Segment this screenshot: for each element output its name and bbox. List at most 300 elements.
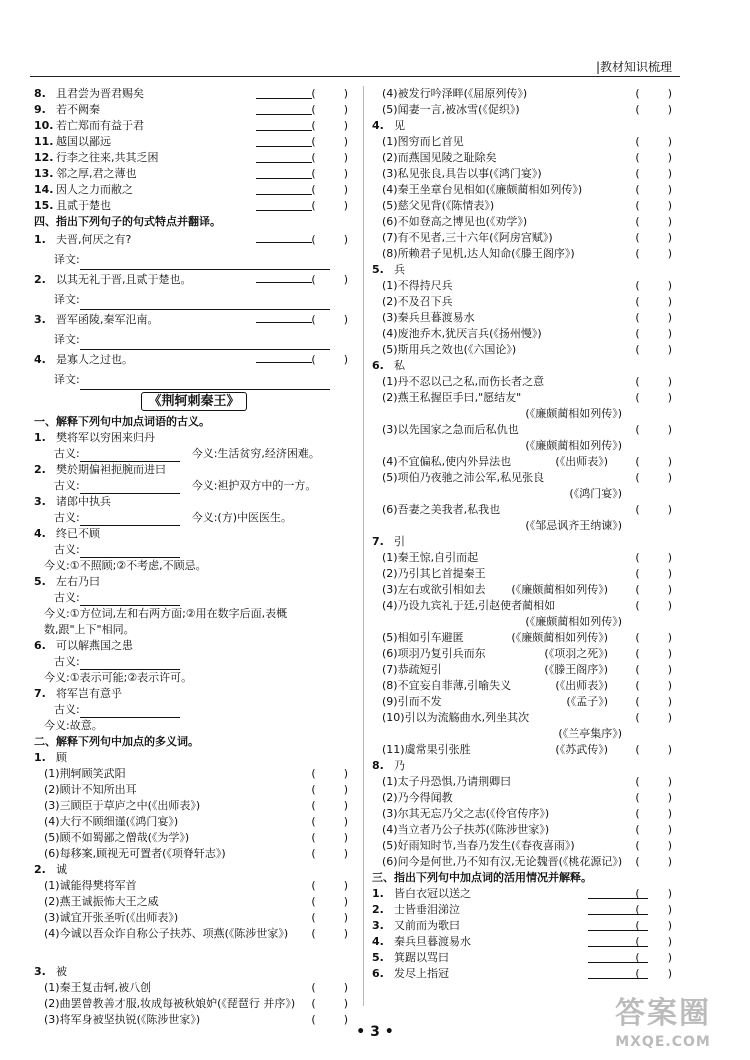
answer-parentheses[interactable]: ( ) bbox=[635, 151, 674, 164]
item-number: 9. bbox=[34, 103, 46, 116]
item-text: 因人之力而敝之 bbox=[56, 183, 133, 196]
modern-meaning: 今义:①表示可能;②表示许可。 bbox=[44, 671, 193, 684]
header-rule bbox=[30, 76, 680, 77]
item-text: 且君尝为晋君赐矣 bbox=[56, 87, 144, 100]
word-nai-items bbox=[372, 774, 678, 870]
sub-item-text: (5)斯用兵之效也(《六国论》) bbox=[382, 343, 517, 356]
sub-item bbox=[372, 342, 678, 358]
answer-parentheses[interactable]: ( ) bbox=[311, 199, 350, 212]
list-item bbox=[34, 350, 354, 370]
answer-parentheses[interactable]: ( ) bbox=[311, 151, 350, 164]
item-number: 3. bbox=[372, 919, 384, 932]
list-item bbox=[372, 934, 678, 950]
sub-item-text: (5)相如引车避匿 bbox=[382, 631, 464, 644]
ancient-label: 古义: bbox=[54, 511, 80, 524]
list-item bbox=[34, 462, 354, 478]
sub-item-text: (9)引而不发 bbox=[382, 695, 442, 708]
translation-line bbox=[34, 250, 354, 270]
answer-parentheses[interactable]: ( ) bbox=[635, 199, 674, 212]
list-item bbox=[372, 902, 678, 918]
source: (《廉颇蔺相如列传》) bbox=[525, 407, 622, 420]
word-bei-items bbox=[34, 980, 354, 1028]
item-text: 又前而为歌曰 bbox=[394, 919, 460, 932]
sub-item-text: (2)燕王私握臣手曰,"愿结友" bbox=[382, 391, 522, 404]
word-cheng-items bbox=[34, 878, 354, 942]
word-jian-items bbox=[372, 134, 678, 262]
word-gu-items bbox=[34, 766, 354, 862]
answer-underline[interactable] bbox=[80, 297, 330, 310]
answer-underline[interactable] bbox=[80, 377, 330, 390]
list-item bbox=[34, 526, 354, 542]
item-text: 可以解燕国之患 bbox=[56, 639, 133, 652]
source: (《出师表》) bbox=[555, 455, 608, 468]
modern-line bbox=[34, 670, 354, 686]
answer-parentheses[interactable]: ( ) bbox=[635, 599, 674, 612]
answer-parentheses[interactable]: ( ) bbox=[635, 679, 674, 692]
answer-parentheses[interactable]: ( ) bbox=[635, 503, 674, 516]
answer-parentheses[interactable]: ( ) bbox=[635, 327, 674, 340]
answer-parentheses[interactable]: ( ) bbox=[635, 839, 674, 852]
item-text: 且贰于楚也 bbox=[56, 199, 111, 212]
answer-underline[interactable] bbox=[80, 545, 180, 558]
answer-parentheses[interactable]: ( ) bbox=[635, 887, 674, 900]
answer-underline[interactable] bbox=[80, 593, 180, 606]
item-text: 皆白衣冠以送之 bbox=[394, 887, 471, 900]
sub-item bbox=[372, 678, 678, 694]
item-text: 左右乃曰 bbox=[56, 575, 100, 588]
sub-item-text: (6)问今是何世,乃不知有汉,无论魏晋(《桃花源记》) bbox=[382, 855, 623, 868]
answer-parentheses[interactable]: ( ) bbox=[635, 279, 674, 292]
answer-underline[interactable] bbox=[80, 513, 180, 526]
translation-label: 译文: bbox=[54, 293, 80, 306]
source-line bbox=[372, 518, 678, 534]
sub-item bbox=[372, 134, 678, 150]
answer-blank[interactable] bbox=[256, 270, 312, 283]
source: (《苏武传》) bbox=[555, 743, 608, 756]
answer-parentheses[interactable]: ( ) bbox=[635, 935, 674, 948]
sub-item bbox=[34, 846, 354, 862]
answer-parentheses[interactable]: ( ) bbox=[635, 567, 674, 580]
source-line bbox=[372, 486, 678, 502]
source: (《出师表》) bbox=[555, 679, 608, 692]
answer-parentheses[interactable]: ( ) bbox=[311, 831, 350, 844]
sub-item-text: (1)诚能得樊将军首 bbox=[44, 879, 137, 892]
answer-parentheses[interactable]: ( ) bbox=[635, 135, 674, 148]
list-item bbox=[34, 182, 354, 198]
section-3-heading: 三、指出下列句中加点词的活用情况并解释。 bbox=[372, 871, 592, 884]
sub-item-text: (6)不如登高之博见也(《劝学》) bbox=[382, 215, 528, 228]
item-number: 6. bbox=[34, 639, 46, 652]
item-number: 6. bbox=[372, 967, 384, 980]
sub-item-text: (2)曲罢曾教善才服,妆成每被秋娘妒(《琵琶行 并序》) bbox=[44, 997, 296, 1010]
sub-item bbox=[372, 630, 678, 646]
sub-item bbox=[372, 710, 678, 726]
answer-parentheses[interactable]: ( ) bbox=[311, 183, 350, 196]
answer-parentheses[interactable]: ( ) bbox=[311, 815, 350, 828]
answer-parentheses[interactable]: ( ) bbox=[635, 967, 674, 980]
word-bei-heading: 3. 被 bbox=[34, 965, 67, 978]
sub-item-text: (4)当立者乃公子扶苏(《陈涉世家》) bbox=[382, 823, 550, 836]
modern-meaning: 今义:生活贫穷,经济困难。 bbox=[191, 447, 320, 460]
item-text: 以其无礼于晋,且贰于楚也。 bbox=[56, 273, 192, 286]
answer-underline[interactable] bbox=[80, 337, 330, 350]
gloss-line bbox=[34, 510, 354, 526]
source: (《兰亭集序》) bbox=[558, 727, 622, 740]
source: (《孟子》) bbox=[566, 695, 608, 708]
answer-parentheses[interactable]: ( ) bbox=[311, 981, 350, 994]
item-number: 1. bbox=[372, 887, 384, 900]
answer-parentheses[interactable]: ( ) bbox=[311, 847, 350, 860]
answer-parentheses[interactable]: ( ) bbox=[635, 663, 674, 676]
answer-parentheses[interactable]: ( ) bbox=[635, 375, 674, 388]
sub-item-text: (10)引以为流觞曲水,列坐其次 bbox=[382, 711, 530, 724]
word-si-items bbox=[372, 374, 678, 534]
answer-parentheses[interactable]: ( ) bbox=[635, 791, 674, 804]
gloss-line bbox=[34, 702, 354, 718]
sub-item bbox=[372, 246, 678, 262]
sub-item-text: (3)秦兵旦暮渡易水 bbox=[382, 311, 475, 324]
source-line bbox=[372, 726, 678, 742]
list-item bbox=[34, 230, 354, 250]
item-text: 发尽上指冠 bbox=[394, 967, 449, 980]
sub-item-text: (3)诚宜开张圣听(《出师表》) bbox=[44, 911, 179, 924]
sub-item bbox=[372, 774, 678, 790]
answer-parentheses[interactable]: ( ) bbox=[635, 215, 674, 228]
item-number: 3. bbox=[34, 313, 46, 326]
sub-item bbox=[372, 198, 678, 214]
sub-item bbox=[372, 150, 678, 166]
sub-item-text: (1)秦王复击轲,被八创 bbox=[44, 981, 152, 994]
sub-item bbox=[372, 502, 678, 518]
answer-parentheses[interactable]: ( ) bbox=[311, 233, 350, 246]
modern-meaning: 今义:①方位词,左和右两方面;②用在数字后面,表概 bbox=[44, 607, 288, 620]
word-yin-heading: 7. 引 bbox=[372, 535, 405, 548]
translation-label: 译文: bbox=[54, 253, 80, 266]
answer-blank[interactable] bbox=[256, 134, 312, 147]
item-text: 邻之厚,君之薄也 bbox=[56, 167, 137, 180]
sub-item bbox=[34, 830, 354, 846]
answer-parentheses[interactable]: ( ) bbox=[311, 911, 350, 924]
item-text: 是寡人之过也。 bbox=[56, 353, 133, 366]
ancient-label: 古义: bbox=[54, 447, 80, 460]
page-number: • 3 • bbox=[356, 1024, 394, 1040]
list-item bbox=[372, 886, 678, 902]
sub-item-text: (6)吾妻之美我者,私我也 bbox=[382, 503, 501, 516]
sub-item bbox=[372, 662, 678, 678]
sub-item-text: (2)乃引其匕首提秦王 bbox=[382, 567, 486, 580]
sub-item-text: (5)顾不如蜀鄙之僧哉(《为学》) bbox=[44, 831, 190, 844]
list-item bbox=[34, 430, 354, 446]
ancient-label: 古义: bbox=[54, 479, 80, 492]
sub-item bbox=[372, 470, 678, 486]
item-number: 1. bbox=[34, 233, 46, 246]
answer-parentheses[interactable]: ( ) bbox=[311, 927, 350, 940]
item-text: 箕踞以骂曰 bbox=[394, 951, 449, 964]
sub-item bbox=[372, 582, 678, 598]
sub-item bbox=[372, 838, 678, 854]
answer-parentheses[interactable]: ( ) bbox=[311, 767, 350, 780]
answer-parentheses[interactable]: ( ) bbox=[311, 799, 350, 812]
sub-item-text: (4)被发行吟泽畔(《屈原列传》) bbox=[382, 87, 528, 100]
list-item bbox=[34, 102, 354, 118]
sub-item bbox=[372, 182, 678, 198]
item-number: 5. bbox=[34, 575, 46, 588]
answer-parentheses[interactable]: ( ) bbox=[311, 895, 350, 908]
sub-item bbox=[372, 166, 678, 182]
sub-item-text: (4)今诚以吾众诈自称公子扶苏、项燕(《陈涉世家》) bbox=[44, 927, 289, 940]
section-4-heading: 四、指出下列句子的句式特点并翻译。 bbox=[34, 215, 221, 228]
list-item bbox=[34, 118, 354, 134]
sub-item-text: (4)不宜偏私,使内外异法也 bbox=[382, 455, 512, 468]
item-number: 4. bbox=[34, 353, 46, 366]
sub-item bbox=[372, 822, 678, 838]
list-item bbox=[34, 686, 354, 702]
modern-meaning: 今义:故意。 bbox=[44, 719, 103, 732]
item-text: 若不阙秦 bbox=[56, 103, 100, 116]
source: (《项羽之死》) bbox=[544, 647, 608, 660]
answer-parentheses[interactable]: ( ) bbox=[635, 183, 674, 196]
sub-item-text: (2)而燕国见陵之耻除矣 bbox=[382, 151, 497, 164]
sub-item bbox=[372, 646, 678, 662]
sub-item bbox=[372, 86, 678, 102]
translation-label: 译文: bbox=[54, 373, 80, 386]
list-item bbox=[34, 198, 354, 214]
item-text: 若亡郑而有益于君 bbox=[56, 119, 144, 132]
sub-item bbox=[34, 996, 354, 1012]
answer-underline[interactable] bbox=[80, 705, 180, 718]
item-number: 2. bbox=[372, 903, 384, 916]
source: (《鸿门宴》) bbox=[569, 487, 622, 500]
sub-item-text: (4)乃设九宾礼于廷,引赵使者蔺相如 bbox=[382, 599, 556, 612]
sub-item bbox=[34, 766, 354, 782]
list-item bbox=[34, 150, 354, 166]
answer-parentheses[interactable]: ( ) bbox=[311, 273, 350, 286]
item-number: 8. bbox=[34, 87, 46, 100]
sub-item bbox=[34, 910, 354, 926]
sub-item bbox=[372, 278, 678, 294]
sub-item-text: (1)荆轲顾笑武阳 bbox=[44, 767, 126, 780]
sub-item-text: (2)顾计不知所出耳 bbox=[44, 783, 137, 796]
list-item bbox=[34, 166, 354, 182]
sub-item-text: (3)以先国家之急而后私仇也 bbox=[382, 423, 519, 436]
modern-line bbox=[34, 718, 354, 734]
sub-item bbox=[372, 374, 678, 390]
sub-item-text: (1)不得持尺兵 bbox=[382, 279, 453, 292]
lesson-title bbox=[34, 390, 354, 414]
sub-item bbox=[372, 326, 678, 342]
answer-parentheses[interactable]: ( ) bbox=[635, 551, 674, 564]
answer-parentheses[interactable]: ( ) bbox=[635, 247, 674, 260]
answer-parentheses[interactable]: ( ) bbox=[311, 313, 350, 326]
sub-item-text: (7)恭疏短引 bbox=[382, 663, 442, 676]
left-column bbox=[34, 86, 354, 1028]
answer-blank[interactable] bbox=[256, 198, 312, 211]
answer-parentheses[interactable]: ( ) bbox=[635, 919, 674, 932]
section-2-heading: 二、解释下列句中加点的多义词。 bbox=[34, 735, 199, 748]
answer-parentheses[interactable]: ( ) bbox=[635, 583, 674, 596]
sub-item bbox=[372, 550, 678, 566]
item-number: 2. bbox=[34, 273, 46, 286]
answer-parentheses[interactable]: ( ) bbox=[635, 903, 674, 916]
modern-line bbox=[34, 558, 354, 574]
answer-parentheses[interactable]: ( ) bbox=[311, 119, 350, 132]
item-text: 樊於期偏袒扼腕而进曰 bbox=[56, 463, 166, 476]
item-text: 秦兵旦暮渡易水 bbox=[394, 935, 471, 948]
sub-item bbox=[372, 790, 678, 806]
gloss-line bbox=[34, 590, 354, 606]
answer-blank[interactable] bbox=[256, 86, 312, 99]
item-text: 行李之往来,共其乏困 bbox=[56, 151, 159, 164]
gloss-line bbox=[34, 446, 354, 462]
sub-item-text: (2)不及召下兵 bbox=[382, 295, 453, 308]
item-number: 4. bbox=[372, 935, 384, 948]
answer-parentheses[interactable]: ( ) bbox=[635, 311, 674, 324]
answer-parentheses[interactable]: ( ) bbox=[311, 135, 350, 148]
answer-parentheses[interactable]: ( ) bbox=[635, 743, 674, 756]
list-item bbox=[34, 270, 354, 290]
sub-item-text: (8)不宜妄自菲薄,引喻失义 bbox=[382, 679, 512, 692]
column-divider bbox=[363, 86, 364, 1006]
answer-parentheses[interactable]: ( ) bbox=[311, 167, 350, 180]
source-line bbox=[372, 406, 678, 422]
translation-label: 译文: bbox=[54, 333, 80, 346]
answer-parentheses[interactable]: ( ) bbox=[635, 391, 674, 404]
answer-parentheses[interactable]: ( ) bbox=[311, 353, 350, 366]
sub-item-text: (6)每移案,顾视无可置者(《项脊轩志》) bbox=[44, 847, 226, 860]
item-number: 13. bbox=[34, 167, 54, 180]
answer-parentheses[interactable]: ( ) bbox=[635, 295, 674, 308]
sub-item-text: (3)私见张良,具告以事(《鸿门宴》) bbox=[382, 167, 542, 180]
modern-meaning: 数,跟"上下"相同。 bbox=[44, 623, 135, 636]
item-number: 11. bbox=[34, 135, 54, 148]
word-si-heading: 6. 私 bbox=[372, 359, 405, 372]
sub-item-text: (1)丹不忍以己之私,而伤长者之意 bbox=[382, 375, 545, 388]
answer-blank[interactable] bbox=[256, 102, 312, 115]
word-bing-heading: 5. 兵 bbox=[372, 263, 405, 276]
answer-parentheses[interactable]: ( ) bbox=[311, 879, 350, 892]
sub-item-text: (2)燕王诚振怖大王之威 bbox=[44, 895, 159, 908]
answer-underline[interactable] bbox=[80, 449, 180, 462]
answer-parentheses[interactable]: ( ) bbox=[311, 1013, 350, 1026]
item-number: 4. bbox=[34, 527, 46, 540]
answer-parentheses[interactable]: ( ) bbox=[635, 87, 674, 100]
sub-item-text: (3)将军身被坚执锐(《陈涉世家》) bbox=[44, 1013, 201, 1026]
ancient-meaning-items bbox=[34, 430, 354, 734]
answer-parentheses[interactable]: ( ) bbox=[311, 783, 350, 796]
section-header: |教材知识梳理 bbox=[595, 60, 672, 74]
usage-items bbox=[372, 886, 678, 982]
sub-item bbox=[372, 294, 678, 310]
answer-parentheses[interactable]: ( ) bbox=[635, 951, 674, 964]
answer-blank[interactable] bbox=[256, 310, 312, 323]
sub-item bbox=[34, 894, 354, 910]
answer-parentheses[interactable]: ( ) bbox=[635, 343, 674, 356]
sub-item bbox=[34, 814, 354, 830]
answer-parentheses[interactable]: ( ) bbox=[311, 997, 350, 1010]
right-column bbox=[372, 86, 678, 982]
sub-item bbox=[372, 230, 678, 246]
gloss-line bbox=[34, 478, 354, 494]
sub-item bbox=[34, 798, 354, 814]
answer-parentheses[interactable]: ( ) bbox=[635, 471, 674, 484]
sub-item bbox=[372, 566, 678, 582]
list-item bbox=[34, 310, 354, 330]
answer-parentheses[interactable]: ( ) bbox=[635, 631, 674, 644]
answer-parentheses[interactable]: ( ) bbox=[635, 455, 674, 468]
answer-parentheses[interactable]: ( ) bbox=[635, 231, 674, 244]
answer-parentheses[interactable]: ( ) bbox=[311, 103, 350, 116]
sub-item-text: (4)大行不顾细谨(《鸿门宴》) bbox=[44, 815, 179, 828]
sub-item-text: (1)秦王惊,自引而起 bbox=[382, 551, 479, 564]
sub-item-text: (7)有不见者,三十六年(《阿房宫赋》) bbox=[382, 231, 553, 244]
item-text: 将军岂有意乎 bbox=[56, 687, 122, 700]
answer-underline[interactable] bbox=[80, 657, 180, 670]
sub-item bbox=[372, 598, 678, 614]
modern-meaning: 今义:①不照顾;②不考虑,不顾忌。 bbox=[44, 559, 207, 572]
answer-parentheses[interactable]: ( ) bbox=[635, 855, 674, 868]
answer-parentheses[interactable]: ( ) bbox=[635, 167, 674, 180]
sub-item bbox=[372, 742, 678, 758]
answer-blank[interactable] bbox=[256, 166, 312, 179]
list-item bbox=[372, 950, 678, 966]
sub-item-text: (6)项羽乃复引兵而东 bbox=[382, 647, 486, 660]
item-text: 樊将军以穷困来归丹 bbox=[56, 431, 155, 444]
list-item bbox=[34, 638, 354, 654]
sub-item bbox=[34, 782, 354, 798]
source: (《邹忌讽齐王纳谏》) bbox=[525, 519, 622, 532]
item-number: 12. bbox=[34, 151, 54, 164]
translation-line bbox=[34, 330, 354, 350]
item-text: 晋军函陵,秦军氾南。 bbox=[56, 313, 159, 326]
ancient-label: 古义: bbox=[54, 655, 80, 668]
answer-blank[interactable] bbox=[256, 118, 312, 131]
list-item bbox=[34, 494, 354, 510]
top-items bbox=[34, 86, 354, 214]
answer-underline[interactable] bbox=[80, 257, 330, 270]
watermark: 答案圈 MXQE.COM bbox=[615, 996, 711, 1050]
answer-parentheses[interactable]: ( ) bbox=[635, 647, 674, 660]
item-number: 7. bbox=[34, 687, 46, 700]
ancient-label: 古义: bbox=[54, 703, 80, 716]
answer-parentheses[interactable]: ( ) bbox=[635, 711, 674, 724]
answer-parentheses[interactable]: ( ) bbox=[635, 807, 674, 820]
answer-parentheses[interactable]: ( ) bbox=[311, 87, 350, 100]
answer-parentheses[interactable]: ( ) bbox=[635, 423, 674, 436]
ancient-label: 古义: bbox=[54, 591, 80, 604]
sub-item bbox=[372, 390, 678, 406]
section-1-heading: 一、解释下列句中加点词语的古义。 bbox=[34, 415, 210, 428]
sub-item bbox=[34, 926, 354, 942]
answer-parentheses[interactable]: ( ) bbox=[635, 775, 674, 788]
item-text: 诸郎中执兵 bbox=[56, 495, 111, 508]
sub-item-text: (4)秦王坐章台见相如(《廉颇蔺相如列传》) bbox=[382, 183, 583, 196]
gloss-line bbox=[34, 542, 354, 558]
answer-blank[interactable] bbox=[256, 350, 312, 363]
sub-item bbox=[372, 102, 678, 118]
list-item bbox=[34, 134, 354, 150]
answer-underline[interactable] bbox=[80, 481, 180, 494]
answer-parentheses[interactable]: ( ) bbox=[635, 695, 674, 708]
answer-parentheses[interactable]: ( ) bbox=[635, 823, 674, 836]
source-line bbox=[372, 438, 678, 454]
answer-blank[interactable] bbox=[256, 150, 312, 163]
item-text: 夫晋,何厌之有? bbox=[56, 233, 132, 246]
sub-item-text: (11)虞常果引张胜 bbox=[382, 743, 471, 756]
lesson-title-text: 《荆轲刺秦王》 bbox=[141, 392, 246, 411]
answer-blank[interactable] bbox=[256, 230, 312, 243]
answer-parentheses[interactable]: ( ) bbox=[635, 103, 674, 116]
answer-blank[interactable] bbox=[256, 182, 312, 195]
